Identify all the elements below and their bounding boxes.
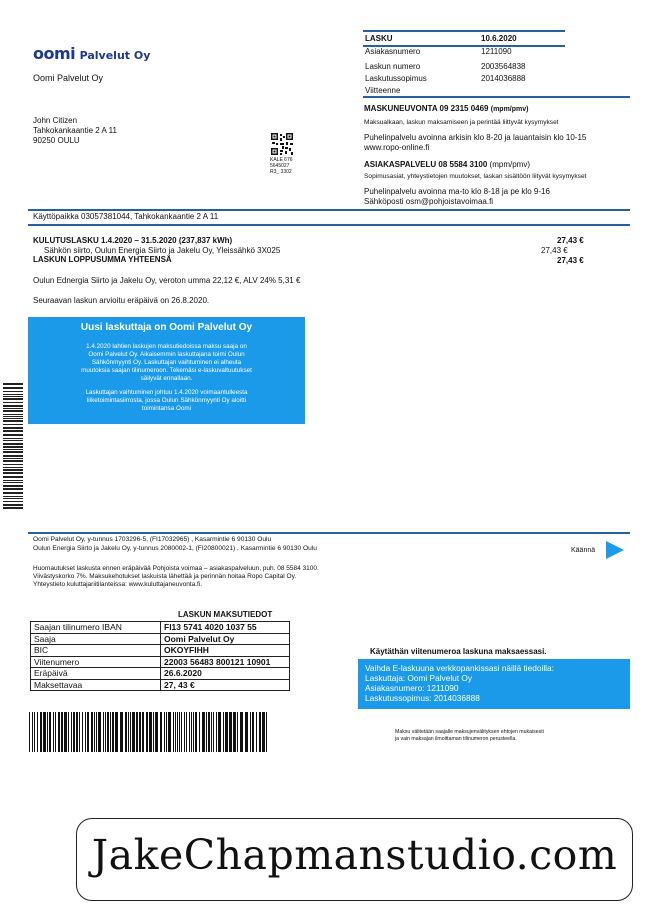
maskuneuvonta-web: www.ropo-online.fi xyxy=(364,143,430,152)
asiakaspalvelu-price: (mpm/pmv) xyxy=(489,160,530,169)
footer-note: Viivästyskorko 7%. Maksukehotukset laskuista lähettää ja perinnän hoitaa Ropo Capital Oy. xyxy=(33,573,297,580)
barcode-bar xyxy=(3,482,23,483)
tear-line-rule xyxy=(28,532,630,534)
barcode-bar xyxy=(3,501,23,502)
invoice-meta xyxy=(365,47,565,98)
barcode-bar xyxy=(3,504,23,506)
barcode-bar xyxy=(199,712,200,752)
meta-label: Viitteenne xyxy=(365,86,401,95)
barcode-bar xyxy=(120,712,123,752)
barcode-bar xyxy=(73,712,75,752)
barcode-bar xyxy=(136,712,138,752)
payment-value: 26.6.2020 xyxy=(161,668,290,680)
barcode-bar xyxy=(3,398,23,400)
barcode-bar xyxy=(237,712,238,752)
usage-place: Käyttöpaikka 03057381044, Tahkokankaantie 2 A 11 xyxy=(33,212,219,221)
barcode-bar xyxy=(142,712,144,752)
barcode-bar xyxy=(3,446,23,448)
barcode-bar xyxy=(3,480,23,481)
barcode-bar xyxy=(195,712,197,752)
turn-page-arrow-icon[interactable] xyxy=(606,541,624,559)
transfer-note-line: Maksu välitetään saajalle maksujenvälityksen ehtojen mukaisesti xyxy=(395,729,544,735)
barcode-bar xyxy=(3,485,23,487)
barcode-bar xyxy=(233,712,236,752)
payment-label: Eräpäivä xyxy=(31,668,161,680)
barcode-bar xyxy=(225,712,228,752)
barcode-bar xyxy=(223,712,224,752)
barcode-bar xyxy=(112,712,114,752)
barcode-bar xyxy=(245,712,248,752)
einvoice-line: Asiakasnumero: 1211090 xyxy=(365,683,459,693)
notice-title: Uusi laskuttaja on Oomi Palvelut Oy xyxy=(80,322,253,333)
notice-line: toimintansa Oomi xyxy=(142,405,191,412)
barcode-bar xyxy=(3,427,23,429)
barcode-bar xyxy=(58,712,60,752)
barcode-bar xyxy=(3,455,23,457)
barcode-bar xyxy=(76,712,78,752)
barcode-bar xyxy=(103,712,104,752)
payment-table xyxy=(30,621,290,691)
transfer-note xyxy=(395,729,544,743)
barcode-bar xyxy=(202,712,205,752)
barcode-bar xyxy=(71,712,72,752)
barcode-bar xyxy=(34,712,35,752)
barcode-bar xyxy=(49,712,51,752)
watermark-banner xyxy=(76,818,633,901)
vat-note: Oulun Ednergia Siirto ja Jakelu Oy, veroton umma 22,12 €, ALV 24% 5,31 € xyxy=(33,276,301,285)
table-row xyxy=(31,668,290,680)
barcode-bar xyxy=(68,712,69,752)
barcode-bar xyxy=(184,712,185,752)
barcode-bar xyxy=(3,416,23,417)
barcode-bar xyxy=(3,387,23,389)
meta-value: 2014036888 xyxy=(481,74,526,83)
barcode-bar xyxy=(125,712,127,752)
barcode-bar xyxy=(186,712,187,752)
barcode-bar xyxy=(164,712,165,752)
barcode-bar xyxy=(153,712,154,752)
consumption-title: KULUTUSLASKU 1.4.2020 – 31.5.2020 (237,837 kWh) xyxy=(33,236,233,245)
barcode-bar xyxy=(96,712,97,752)
invoice-label: LASKU xyxy=(365,34,393,43)
reference-note: Käytäthän viitenumeroa laskuna maksaessasi. xyxy=(370,647,547,656)
qr-caption-line: 5645027 xyxy=(270,163,290,169)
barcode-bar xyxy=(3,394,23,395)
payment-value: 22003 56483 800121 10901 xyxy=(161,656,290,668)
barcode-bar xyxy=(3,492,23,494)
barcode-bar xyxy=(206,712,207,752)
maskuneuvonta-hours: Puhelinpalvelu avoinna arkisin klo 8-20 ja lauantaisin klo 10-15 xyxy=(364,133,587,142)
barcode-bar xyxy=(98,712,101,752)
barcode-bar xyxy=(181,712,182,752)
barcode-bar xyxy=(3,498,23,499)
asiakaspalvelu-hours: Puhelinpalvelu avoinna ma-to klo 8-18 ja pe klo 9-16 xyxy=(364,187,550,196)
total-amount: 27,43 € xyxy=(557,256,584,265)
barcode-bar xyxy=(173,712,174,752)
payment-label: Saajan tilinumero IBAN xyxy=(31,622,161,634)
logo-palvelut: Palvelut Oy xyxy=(79,49,151,62)
barcode-bar xyxy=(40,712,42,752)
barcode-bar xyxy=(168,712,171,752)
meta-label: Laskun numero xyxy=(365,62,421,71)
barcode-bar xyxy=(3,469,23,471)
payment-value: FI13 5741 4020 1037 55 xyxy=(161,622,290,634)
barcode-bar xyxy=(130,712,131,752)
barcode-bar xyxy=(3,438,23,439)
billing-change-notice xyxy=(28,317,305,424)
footer-note: Yhteystieto kuluttajariitilanteissa: www.kuluttajaneuvonta.fi. xyxy=(33,581,203,588)
barcode-bar xyxy=(3,488,23,490)
customer-street: Tahkokankaantie 2 A 11 xyxy=(33,126,117,135)
barcode-bar xyxy=(3,420,23,422)
company-logo xyxy=(33,44,150,64)
barcode-bar xyxy=(87,712,89,752)
total-label: LASKUN LOPPUSUMMA YHTEENSÄ xyxy=(33,255,172,264)
barcode-bar xyxy=(166,712,167,752)
footer-note: Huomautukset laskusta ennen eräpäivää Pohjoista voimaa – asiakaspalveluun, puh. 08 5584 3100. xyxy=(33,565,319,572)
barcode-bar xyxy=(3,424,23,425)
turn-page-label: Käännä xyxy=(571,547,596,554)
barcode-bar xyxy=(3,402,23,403)
qr-caption-line: R3_ 3302 xyxy=(270,169,292,175)
barcode-bar xyxy=(240,712,243,752)
barcode-bar xyxy=(218,712,221,752)
barcode-bar xyxy=(3,434,23,436)
table-row xyxy=(31,656,290,668)
notice-line: Oomi Palvelut Oy. Aikaisemmin laskuttajana toimi Oulun xyxy=(88,351,245,358)
maskuneuvonta-price: (mpm/pmv) xyxy=(490,106,529,113)
customer-address xyxy=(33,116,117,146)
table-row xyxy=(31,622,290,634)
table-row xyxy=(31,645,290,657)
barcode-bar xyxy=(256,712,257,752)
transfer-note-line: ja vain maksajan ilmoittaman tilinumeron perusteella. xyxy=(395,736,517,742)
payment-label: Saaja xyxy=(31,633,161,645)
barcode-bar xyxy=(91,712,93,752)
barcode-bar xyxy=(3,396,23,397)
notice-line: säilyvät ennallaan. xyxy=(140,375,193,382)
barcode-bar xyxy=(3,405,23,407)
barcode-bar xyxy=(43,712,46,752)
payment-barcode-icon xyxy=(29,712,269,752)
barcode-bar xyxy=(132,712,135,752)
barcode-bar xyxy=(64,712,67,752)
barcode-bar xyxy=(213,712,214,752)
service-info xyxy=(364,104,632,207)
einvoice-box xyxy=(358,659,630,709)
notice-line: 1.4.2020 lahtien laskujen maksutiedoissa maksu saaja on xyxy=(86,343,247,350)
asiakaspalvelu-title: ASIAKASPALVELU 08 5584 3100 xyxy=(364,160,488,169)
barcode-bar xyxy=(3,464,23,465)
einvoice-line: Vaihda E-laskuuna verkkopankissasi näillä tiedoilla: xyxy=(365,663,554,673)
barcode-bar xyxy=(266,712,267,752)
meta-label: Laskutussopimus xyxy=(365,74,427,83)
barcode-bar xyxy=(3,391,23,392)
usage-bottom-rule xyxy=(28,224,630,226)
barcode-bar xyxy=(3,443,23,445)
barcode-bar xyxy=(191,712,192,752)
barcode-bar xyxy=(208,712,210,752)
consumption-title-amount: 27,43 € xyxy=(557,236,584,245)
notice-para1 xyxy=(28,343,305,383)
qr-caption-line: KALE 676 xyxy=(270,157,293,163)
barcode-bar xyxy=(3,467,23,468)
notice-line: liiketoimintasiirrosta, jossa Oulun Sähkönmyynti Oy aloitti xyxy=(86,397,247,404)
barcode-bar xyxy=(3,472,23,474)
barcode-bar xyxy=(149,712,152,752)
barcode-bar xyxy=(155,712,158,752)
table-row xyxy=(31,679,290,691)
barcode-bar xyxy=(3,451,23,453)
barcode-bar xyxy=(193,712,194,752)
barcode-bar xyxy=(107,712,109,752)
payment-label: Viitenumero xyxy=(31,656,161,668)
maskuneuvonta-desc: Maksualkaan, laskun maksamiseen ja perintää liittyvät kysymykset xyxy=(364,119,559,126)
meta-value: 1211090 xyxy=(481,47,512,56)
barcode-bar xyxy=(128,712,129,752)
payment-label: BIC xyxy=(31,645,161,657)
watermark-text: JakeChapmanstudio.com xyxy=(91,831,618,879)
qr-code-icon xyxy=(271,133,293,155)
barcode-bar xyxy=(211,712,212,752)
barcode-bar xyxy=(3,476,23,478)
company-info-2: Oulun Energia Siirto ja Jakelu Oy, y-tunnus 2080002-1, (FI20800021) , Kasarmintie 6 90130 Oulu xyxy=(33,545,317,552)
barcode-bar xyxy=(3,507,23,509)
barcode-bar xyxy=(252,712,254,752)
barcode-bar xyxy=(216,712,217,752)
notice-line: Sähkönmyynti Oy. Laskuttajan vaihtuminen ei alheuta xyxy=(91,359,242,366)
barcode-bar xyxy=(3,449,23,450)
barcode-bar xyxy=(160,712,162,752)
notice-para2 xyxy=(28,389,305,413)
payment-value: Oomi Palvelut Oy xyxy=(161,633,290,645)
barcode-bar xyxy=(79,712,80,752)
usage-top-rule xyxy=(28,209,630,211)
barcode-bar xyxy=(229,712,232,752)
payment-value: 27, 43 € xyxy=(161,679,290,691)
barcode-bar xyxy=(189,712,190,752)
company-name: Oomi Palvelut Oy xyxy=(33,73,104,83)
invoice-date: 10.6.2020 xyxy=(481,34,517,43)
payment-title: LASKUN MAKSUTIEDOT xyxy=(178,610,273,619)
meta-label: Asiakasnumero xyxy=(365,47,421,56)
barcode-bar xyxy=(105,712,106,752)
maskuneuvonta-title: MASKUNEUVONTA 09 2315 0469 xyxy=(364,104,489,113)
customer-city: 90250 OULU xyxy=(33,136,80,145)
barcode-bar xyxy=(139,712,141,752)
barcode-bar xyxy=(29,712,30,752)
consumption-detail-amount: 27,43 € xyxy=(541,246,568,255)
barcode-bar xyxy=(37,712,38,752)
asiakaspalvelu-desc: Sopimusasiat, yhteystietojen muutokset, laskan sisältöön liityvät kysymykset xyxy=(364,173,587,180)
header-top-rule xyxy=(363,30,565,32)
barcode-bar xyxy=(262,712,265,752)
barcode-bar xyxy=(47,712,48,752)
barcode-bar xyxy=(146,712,148,752)
notice-line: muutoksia saajan tilinumeroon. Tekemäsi e-laskuvaltuutukset xyxy=(81,367,252,374)
barcode-bar xyxy=(3,430,23,432)
einvoice-line: Laskutussopimus: 2014036888 xyxy=(365,693,480,703)
barcode-bar xyxy=(82,712,83,752)
asiakaspalvelu-email: Sähköposti osm@pohjoistavoimaa.fi xyxy=(364,197,494,206)
payment-value: OKOYFIHH xyxy=(161,645,290,657)
barcode-bar xyxy=(3,440,23,441)
barcode-bar xyxy=(3,458,23,459)
meta-value: 2003564838 xyxy=(481,62,526,71)
barcode-bar xyxy=(3,383,23,385)
barcode-bar xyxy=(3,408,23,409)
notice-line: Laskuttajan vaihtuminen johtuu 1.4.2020 voimaantulleesta xyxy=(85,389,248,396)
company-info-1: Oomi Palvelut Oy, y-tunnus 1703296-5, (FI17032965) , Kasarmintie 6 90130 Oulu xyxy=(33,536,272,543)
einvoice-line: Laskuttaja: Oomi Palvelut Oy xyxy=(365,673,472,683)
barcode-bar xyxy=(94,712,95,752)
barcode-bar xyxy=(3,496,23,497)
barcode-bar xyxy=(259,712,261,752)
barcode-bar xyxy=(53,712,54,752)
consumption-detail: Sähkön siirto, Oulun Energia Siirto ja Jakelu Oy, Yleissähkö 3X025 xyxy=(44,246,281,255)
barcode-bar xyxy=(175,712,176,752)
barcode-bar xyxy=(110,712,111,752)
footer-notes xyxy=(33,565,319,589)
next-due-note: Seuraavan laskun arvioitu eräpäivä on 26.8.2020. xyxy=(33,296,210,305)
barcode-bar xyxy=(85,712,86,752)
barcode-bar xyxy=(3,414,23,415)
barcode-bar xyxy=(3,410,23,412)
barcode-bar xyxy=(250,712,251,752)
barcode-bar xyxy=(3,460,23,462)
header-service-rule xyxy=(363,96,630,98)
barcode-bar xyxy=(177,712,178,752)
qr-caption xyxy=(270,157,293,175)
barcode-bar xyxy=(3,418,23,419)
barcode-bar xyxy=(61,712,63,752)
customer-name: John Citizen xyxy=(33,116,78,125)
barcode-bar xyxy=(115,712,118,752)
logo-oomi: oomi xyxy=(33,44,76,63)
payment-label: Maksettavaa xyxy=(31,679,161,691)
barcode-bar xyxy=(179,712,180,752)
barcode-bar xyxy=(55,712,56,752)
barcode-bar xyxy=(32,712,33,752)
table-row xyxy=(31,633,290,645)
side-barcode-icon xyxy=(3,383,23,511)
